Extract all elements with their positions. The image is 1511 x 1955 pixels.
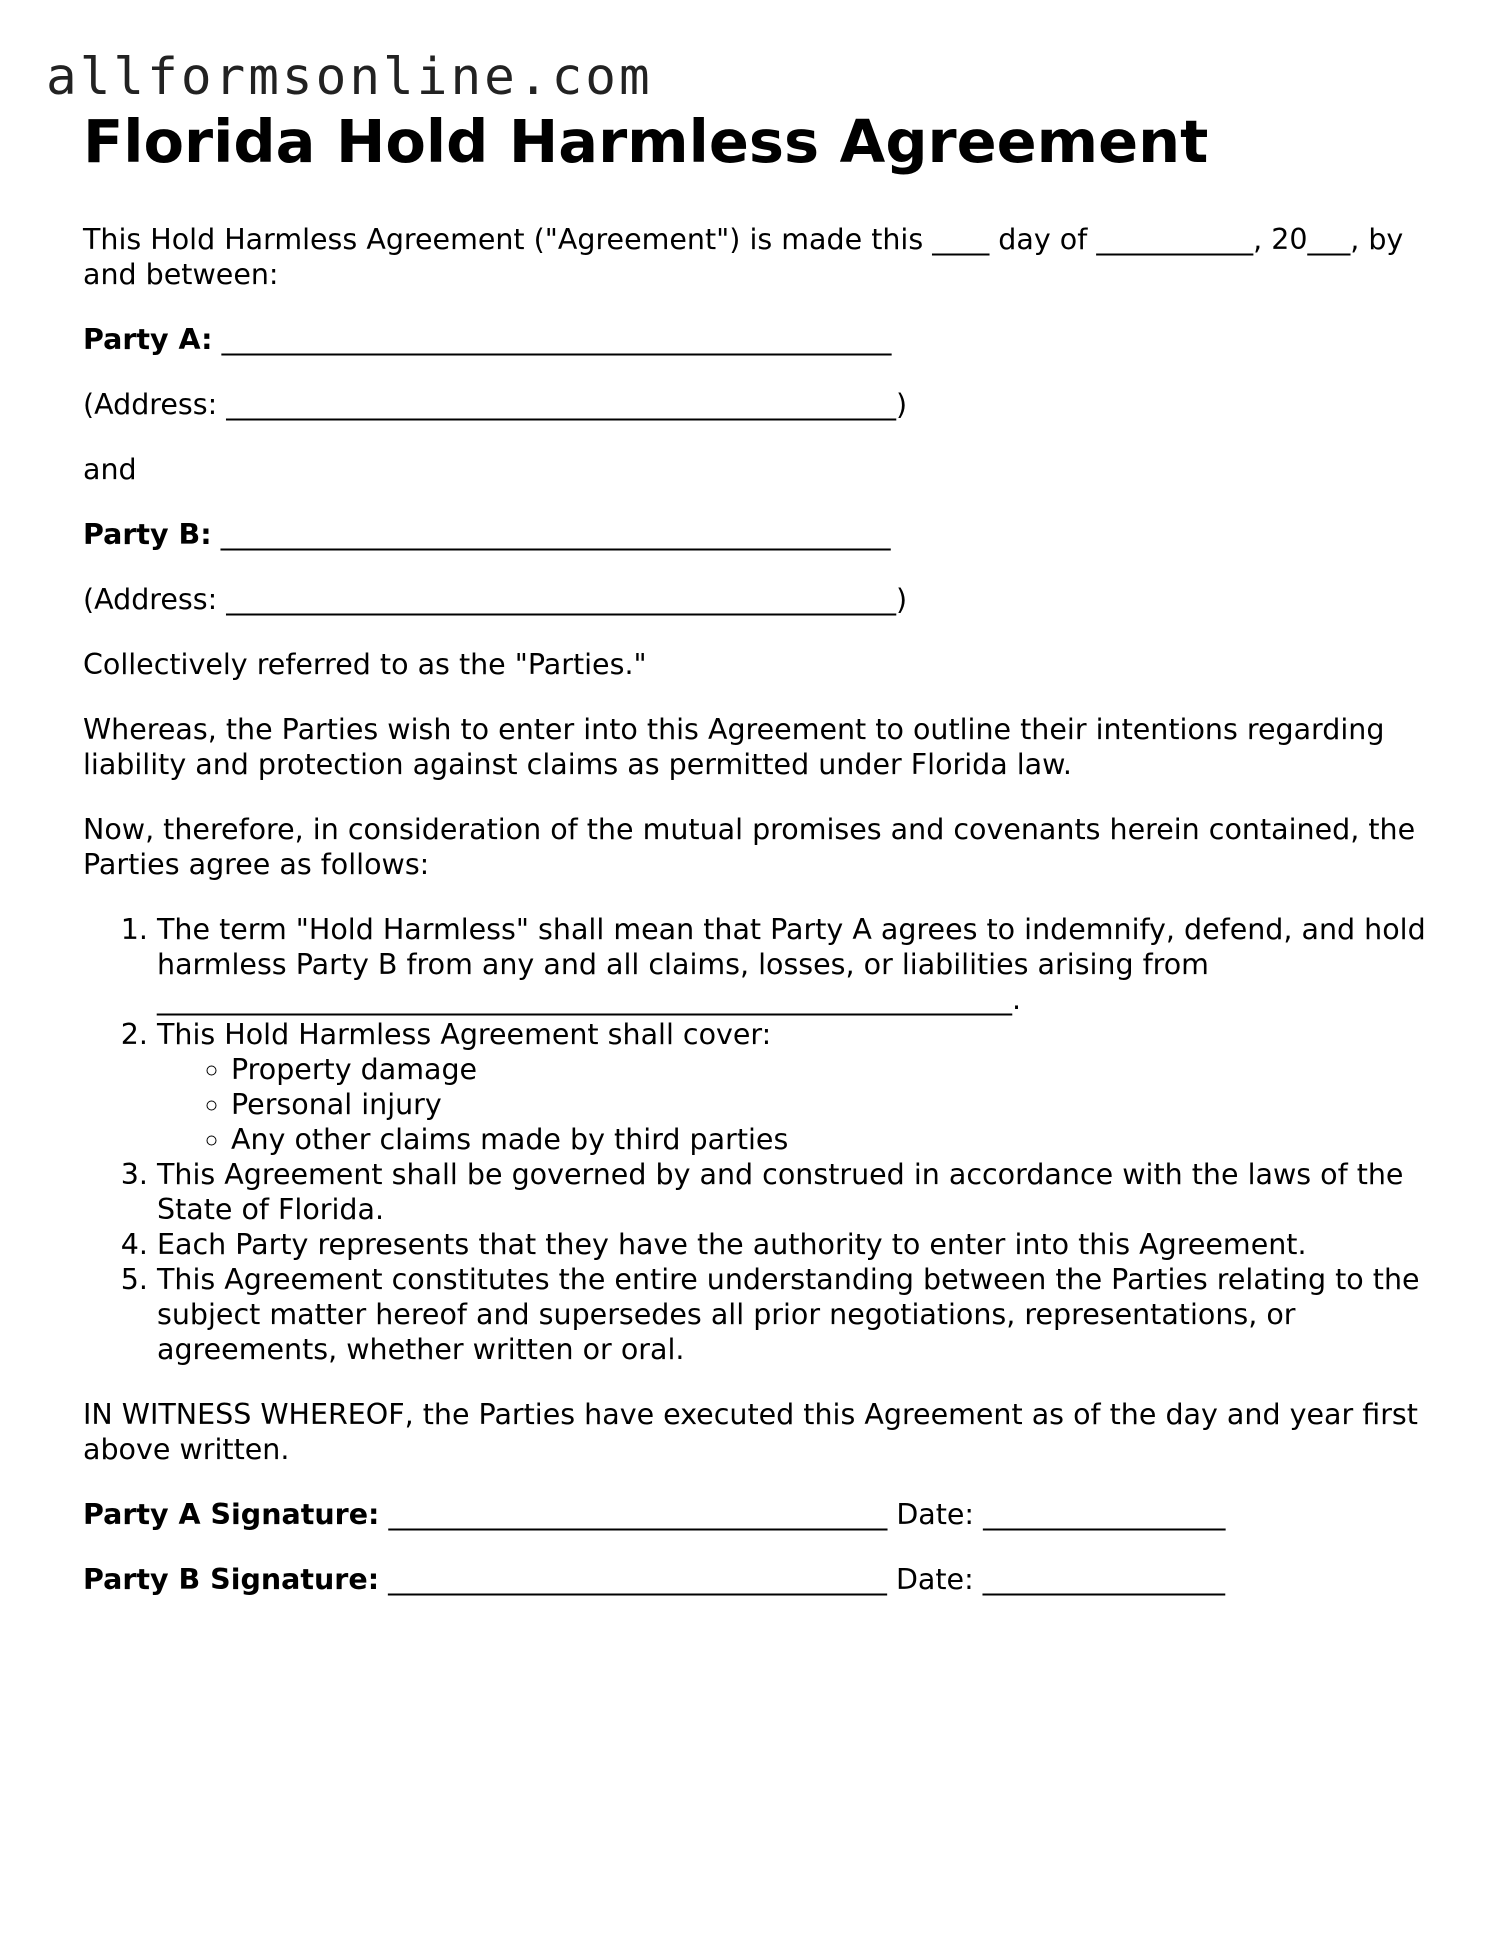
- party-b-signature-line: [83, 1562, 1443, 1597]
- term-item: 5. This Agreement constitutes the entire understanding between the Parties relating to the subject matter hereof and supersedes all prior negotiations, representations, or agreements, whether written or oral.: [157, 1262, 1443, 1367]
- whereas-paragraph: Whereas, the Parties wish to enter into this Agreement to outline their intentions regarding liability and protection against claims as permitted under Florida law.: [83, 713, 1385, 781]
- signature-label: Party A Signature:: [83, 1498, 380, 1531]
- date-blank: Date: _________________: [895, 1563, 1225, 1596]
- now-therefore-paragraph: Now, therefore, in consideration of the mutual promises and covenants herein contained, the Parties agree as follows:: [83, 813, 1416, 881]
- term-item: 2. This Hold Harmless Agreement shall cover: ◦ Property damage ◦ Personal injury ◦ Any other claims made by third parties: [157, 1017, 1443, 1157]
- party-a-label: Party A:: [83, 323, 213, 356]
- party-a-blank: _______________________________________________: [221, 323, 892, 356]
- term-item: 3. This Agreement shall be governed by and construed in accordance with the laws of the State of Florida.: [157, 1157, 1443, 1227]
- coverage-item: ◦ Property damage: [231, 1052, 1443, 1087]
- coverage-list: [157, 1052, 1443, 1157]
- signature-label: Party B Signature:: [83, 1563, 380, 1596]
- terms-list: [83, 912, 1443, 1367]
- page-title: Florida Hold Harmless Agreement: [83, 107, 1209, 176]
- party-b-line: [83, 517, 1443, 552]
- intro-paragraph: This Hold Harmless Agreement ("Agreement") is made this ____ day of ___________, 20___, by and between:: [83, 223, 1404, 291]
- party-b-label: Party B:: [83, 518, 212, 551]
- witness-paragraph: IN WITNESS WHEREOF, the Parties have executed this Agreement as of the day and year first above written.: [83, 1398, 1418, 1466]
- party-b-blank: _______________________________________________: [220, 518, 891, 551]
- signature-blank: ___________________________________: [388, 1563, 887, 1596]
- term-item: 1. The term "Hold Harmless" shall mean that Party A agrees to indemnify, defend, and hold harmless Party B from any and all claims, losses, or liabilities arising from ____________________________________________________________.: [157, 912, 1443, 1017]
- party-a-line: [83, 322, 1443, 357]
- coverage-item: ◦ Personal injury: [231, 1087, 1443, 1122]
- collective-paragraph: Collectively referred to as the "Parties.": [83, 648, 647, 681]
- watermark: allformsonline.com: [46, 48, 653, 107]
- term-item: 4. Each Party represents that they have the authority to enter into this Agreement.: [157, 1227, 1443, 1262]
- party-b-address: (Address: _______________________________________________): [83, 583, 908, 616]
- party-a-signature-line: [83, 1497, 1443, 1532]
- date-blank: Date: _________________: [896, 1498, 1226, 1531]
- and-text: and: [83, 453, 137, 486]
- party-a-address: (Address: _______________________________________________): [83, 388, 908, 421]
- signature-blank: ___________________________________: [388, 1498, 888, 1531]
- coverage-item: ◦ Any other claims made by third parties: [231, 1122, 1443, 1157]
- document: [83, 106, 1443, 1627]
